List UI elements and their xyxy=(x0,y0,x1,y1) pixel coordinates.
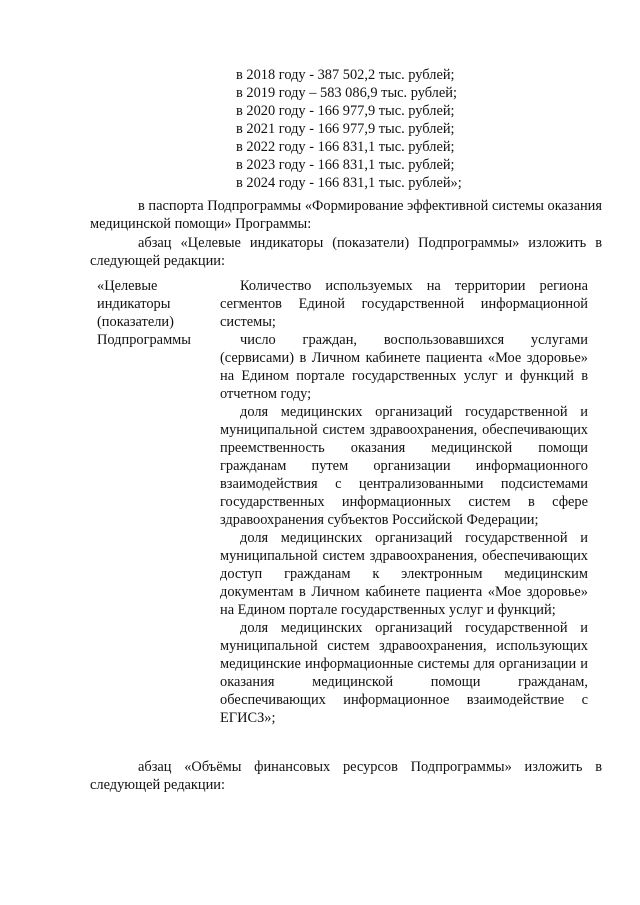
budget-line: в 2020 году - 166 977,9 тыс. рублей; xyxy=(236,103,455,119)
indicators-intro-paragraph: абзац «Целевые индикаторы (показатели) Подпрограммы» изложить в следующей редакции: xyxy=(90,235,602,269)
label-line: Подпрограммы xyxy=(97,332,191,348)
indicator-item: доля медицинских организаций государственной и муниципальной систем здравоохранения, использующих медицинские информационные системы для организации и оказания медицинской помощи гражданам, обеспечивающих информационное взаимодействие с ЕГИСЗ»; xyxy=(220,620,588,726)
indicator-item: доля медицинских организаций государственной и муниципальной систем здравоохранения, обеспечивающих доступ гражданам к электронным медицинским документам в Личном кабинете пациента «Мое здоровье» на Едином портале государственных услуг и функций; xyxy=(220,530,588,618)
budget-line: в 2019 году – 583 086,9 тыс. рублей; xyxy=(236,85,457,101)
budget-line: в 2022 году - 166 831,1 тыс. рублей; xyxy=(236,139,455,155)
finance-intro-paragraph: абзац «Объёмы финансовых ресурсов Подпрограммы» изложить в следующей редакции: xyxy=(90,759,602,793)
indicators-row-label xyxy=(97,277,207,349)
label-line: (показатели) xyxy=(97,314,174,330)
budget-by-year-list xyxy=(236,66,536,192)
budget-line: в 2023 году - 166 831,1 тыс. рублей; xyxy=(236,157,455,173)
indicators-row-content xyxy=(220,277,588,727)
passport-paragraph: в паспорта Подпрограммы «Формирование эффективной системы оказания медицинской помощи» Программы: xyxy=(90,198,602,232)
budget-line: в 2018 году - 387 502,2 тыс. рублей; xyxy=(236,67,455,83)
label-line: индикаторы xyxy=(97,296,171,312)
budget-line: в 2024 году - 166 831,1 тыс. рублей»; xyxy=(236,175,462,191)
indicator-item: число граждан, воспользовавшихся услугами (сервисами) в Личном кабинете пациента «Мое здоровье» на Едином портале государственных услуг и функций в отчетном году; xyxy=(220,332,588,402)
budget-line: в 2021 году - 166 977,9 тыс. рублей; xyxy=(236,121,455,137)
indicator-item: Количество используемых на территории региона сегментов Единой государственной информационной системы; xyxy=(220,278,588,330)
label-line: «Целевые xyxy=(97,278,158,294)
indicator-item: доля медицинских организаций государственной и муниципальной систем здравоохранения, обеспечивающих преемственность оказания медицинской помощи гражданам путем организации информационного взаимодействия с централизованными подсистемами государственных информационных систем в сфере здравоохранения субъектов Российской Федерации; xyxy=(220,404,588,528)
